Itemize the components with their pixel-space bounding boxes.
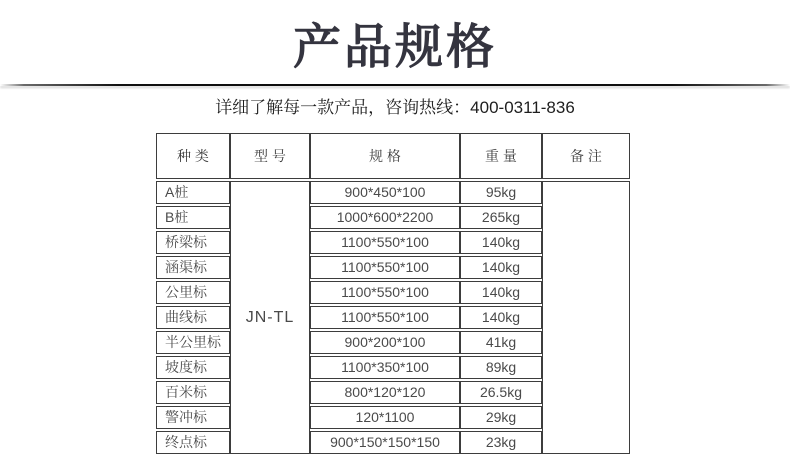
cell-remark <box>542 181 630 454</box>
cell-weight: 140kg <box>460 281 542 304</box>
cell-weight: 29kg <box>460 406 542 429</box>
cell-type: A桩 <box>156 181 230 204</box>
hotline-subtitle: 详细了解每一款产品，咨询热线：400-0311-836 <box>215 98 575 117</box>
cell-weight: 140kg <box>460 306 542 329</box>
col-header-spec: 规 格 <box>310 133 460 179</box>
col-header-remark: 备 注 <box>542 133 630 179</box>
cell-type: 桥梁标 <box>156 231 230 254</box>
cell-spec: 900*200*100 <box>310 331 460 354</box>
title-divider <box>0 84 790 86</box>
cell-spec: 900*150*150*150 <box>310 431 460 454</box>
cell-spec: 120*1100 <box>310 406 460 429</box>
cell-weight: 140kg <box>460 231 542 254</box>
header-row <box>156 133 630 179</box>
cell-type: 警冲标 <box>156 406 230 429</box>
cell-type: 百米标 <box>156 381 230 404</box>
cell-type: 曲线标 <box>156 306 230 329</box>
cell-type: 涵渠标 <box>156 256 230 279</box>
cell-weight: 41kg <box>460 331 542 354</box>
page-title: 产品规格 <box>292 21 497 74</box>
cell-spec: 1100*550*100 <box>310 281 460 304</box>
table-row <box>156 181 630 204</box>
cell-weight: 26.5kg <box>460 381 542 404</box>
spec-table <box>156 131 630 456</box>
cell-weight: 265kg <box>460 206 542 229</box>
cell-type: 半公里标 <box>156 331 230 354</box>
cell-type: 公里标 <box>156 281 230 304</box>
cell-weight: 140kg <box>460 256 542 279</box>
col-header-type: 种 类 <box>156 133 230 179</box>
cell-weight: 95kg <box>460 181 542 204</box>
cell-type: 坡度标 <box>156 356 230 379</box>
cell-spec: 1100*550*100 <box>310 256 460 279</box>
cell-spec: 1100*350*100 <box>310 356 460 379</box>
cell-spec: 800*120*120 <box>310 381 460 404</box>
cell-type: 终点标 <box>156 431 230 454</box>
cell-spec: 1100*550*100 <box>310 306 460 329</box>
cell-weight: 89kg <box>460 356 542 379</box>
cell-spec: 1000*600*2200 <box>310 206 460 229</box>
cell-spec: 900*450*100 <box>310 181 460 204</box>
cell-type: B桩 <box>156 206 230 229</box>
cell-spec: 1100*550*100 <box>310 231 460 254</box>
cell-model: JN-TL <box>230 181 310 454</box>
cell-weight: 23kg <box>460 431 542 454</box>
col-header-weight: 重 量 <box>460 133 542 179</box>
col-header-model: 型 号 <box>230 133 310 179</box>
